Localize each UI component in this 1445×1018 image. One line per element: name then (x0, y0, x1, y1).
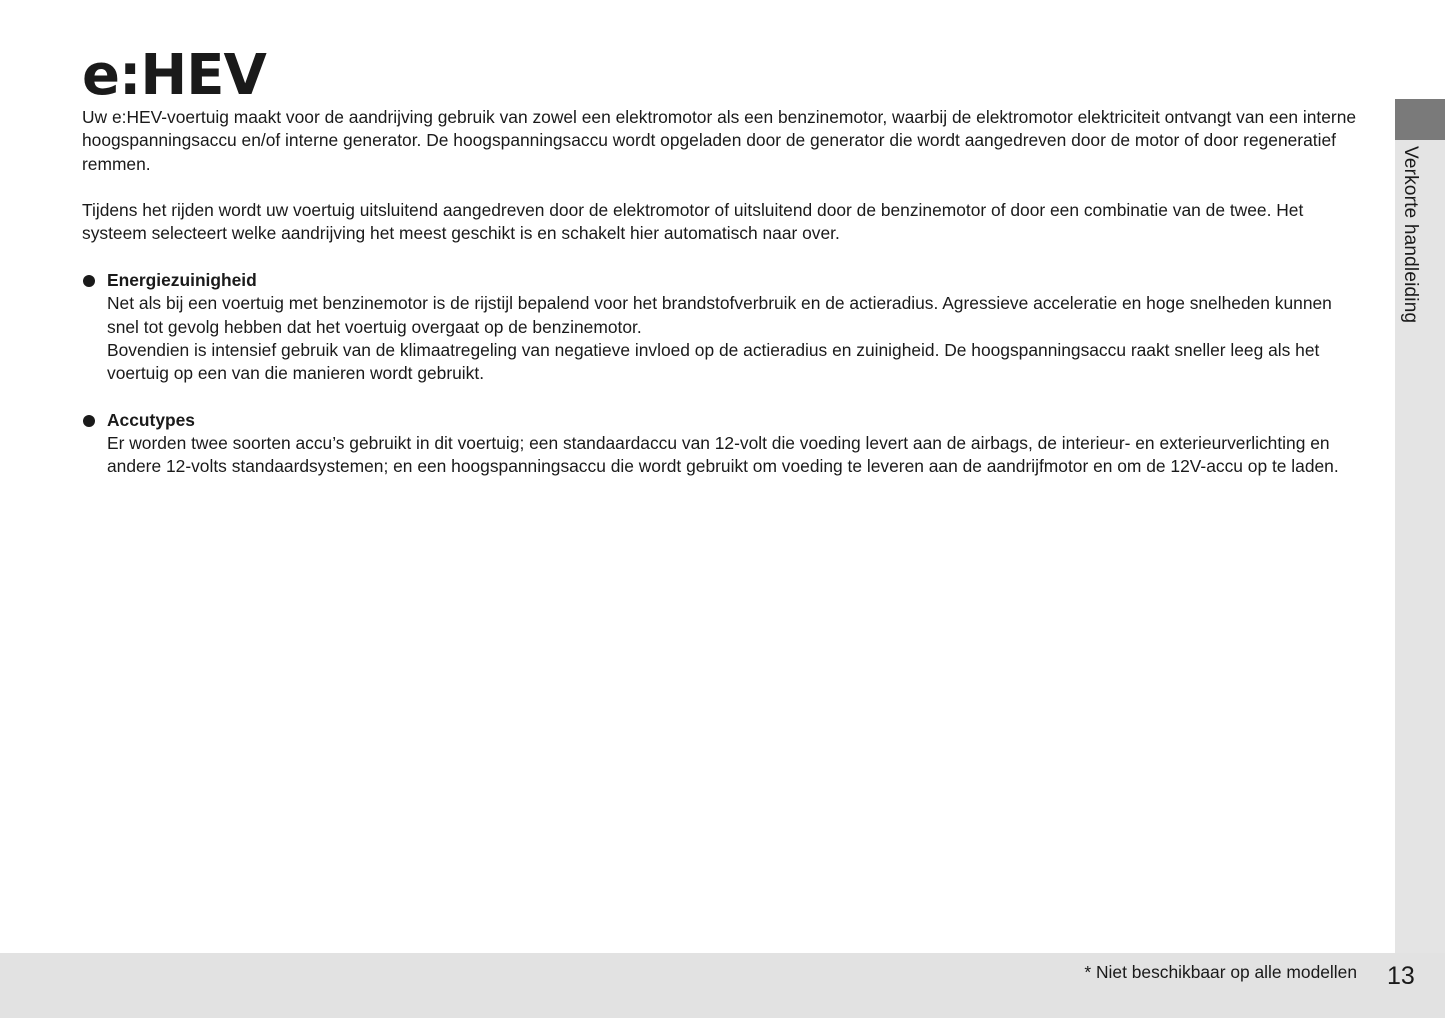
bullet-icon (83, 415, 95, 427)
page-title: e:HEV (82, 43, 266, 108)
side-tab-label[interactable]: Verkorte handleiding (1400, 146, 1421, 324)
intro-paragraph-1: Uw e:HEV-voertuig maakt voor de aandrijving gebruik van zowel een elektromotor als een benzinemotor, waarbij de elektromotor elektriciteit ontvangt van een interne hoogspanningsaccu en/of interne generator. De hoogspanningsaccu wordt opgeladen door de generator die wordt aangedreven door de motor of door regeneratief remmen. (82, 107, 1357, 174)
section-heading: Accutypes (107, 409, 195, 430)
section-energiezuinigheid (82, 269, 1357, 385)
side-tab-strip (1395, 99, 1445, 953)
page-number: 13 (1387, 962, 1415, 990)
section-body-line: Bovendien is intensief gebruik van de klimaatregeling van negatieve invloed op de actieradius en zuinigheid. De hoogspanningsaccu raakt sneller leeg als het voertuig op een van die manieren wordt gebruikt. (107, 339, 1320, 384)
side-tab-marker[interactable] (1395, 99, 1445, 140)
page-content (82, 106, 1357, 502)
bullet-icon (83, 275, 95, 287)
section-heading: Energiezuinigheid (107, 270, 257, 291)
section-accutypes (82, 409, 1357, 479)
section-body-line: Er worden twee soorten accu’s gebruikt in dit voertuig; een standaardaccu van 12-volt die voeding levert aan de airbags, de interieur- en exterieurverlichting en andere 12-volts standaardsystemen; en een hoogspanningsaccu die wordt gebruikt om voeding te leveren aan de aandrijfmotor en om de 12V-accu op te laden. (107, 433, 1339, 477)
section-body-line: Net als bij een voertuig met benzinemotor is de rijstijl bepalend voor het brandstofverbruik en de actieradius. Agressieve acceleratie en hoge snelheden kunnen snel tot gevolg hebben dat het voertuig overgaat op de benzinemotor. (107, 293, 1332, 337)
intro-paragraph-2: Tijdens het rijden wordt uw voertuig uitsluitend aangedreven door de elektromotor of uitsluitend door de benzinemotor of door een combinatie van de twee. Het systeem selecteert welke aandrijving het meest geschikt is en schakelt hier automatisch naar over. (82, 200, 1304, 244)
footnote: * Niet beschikbaar op alle modellen (1084, 962, 1357, 982)
